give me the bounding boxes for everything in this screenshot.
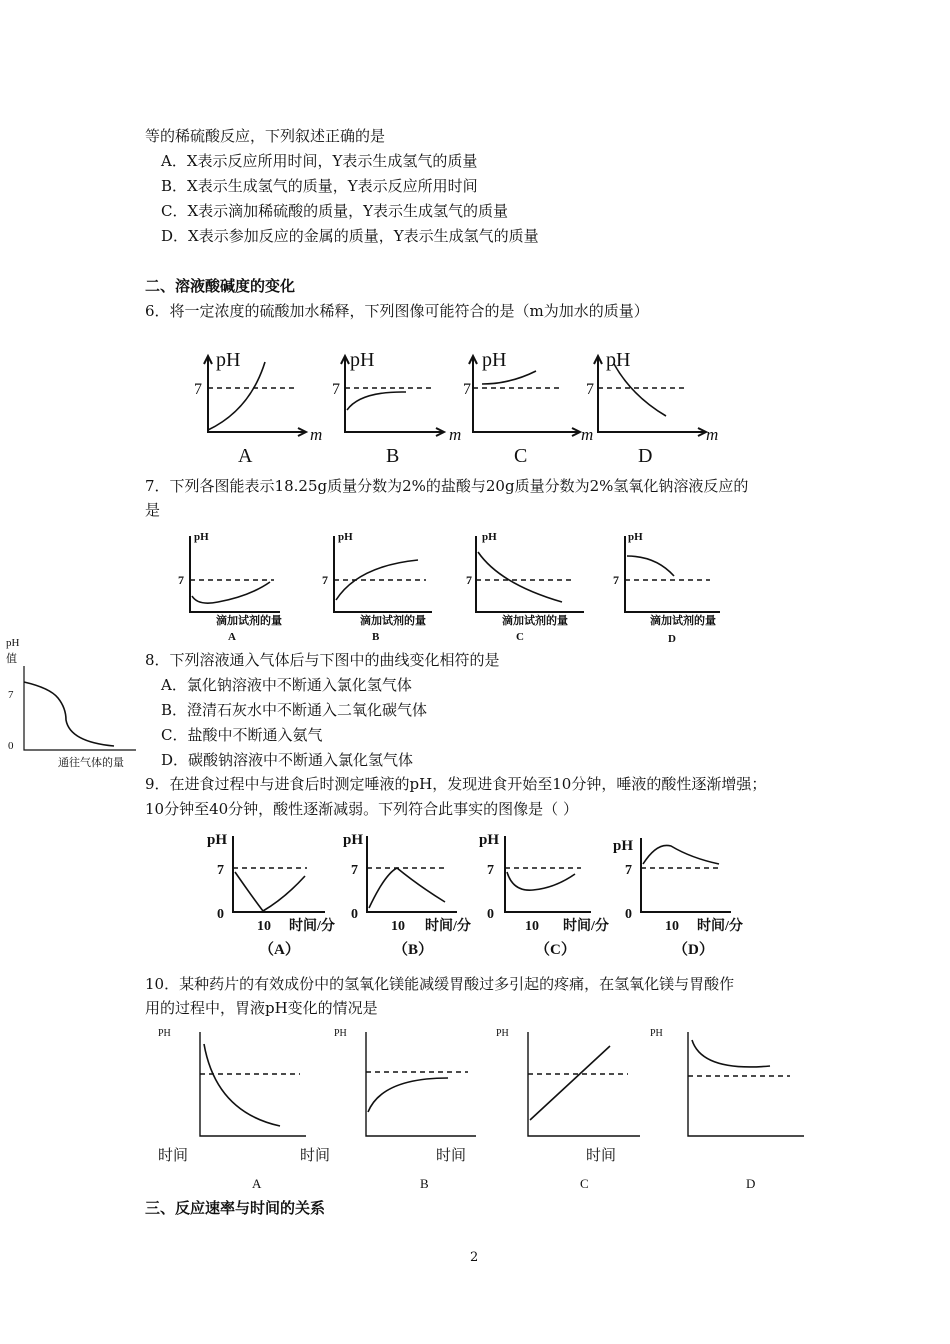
svg-text:pH: pH	[606, 349, 631, 371]
section-2-heading: 二、溶液酸碱度的变化	[145, 277, 296, 295]
svg-text:C: C	[514, 445, 528, 467]
svg-text:10: 10	[391, 919, 405, 934]
svg-text:10: 10	[665, 919, 679, 934]
svg-text:7: 7	[8, 689, 14, 701]
q6-y-label: pH	[216, 349, 241, 371]
svg-text:时间: 时间	[436, 1148, 467, 1164]
svg-text:10: 10	[525, 919, 539, 934]
q5-option-b: B．X表示生成氢气的质量，Y表示反应所用时间	[161, 177, 478, 195]
svg-text:A: A	[228, 631, 236, 643]
svg-text:值: 值	[6, 653, 17, 665]
q6-stem: 6．将一定浓度的硫酸加水稀释，下列图像可能符合的是（m为加水的质量）	[145, 302, 649, 320]
svg-text:B: B	[420, 1176, 429, 1191]
svg-text:（B）: （B）	[393, 942, 434, 958]
svg-text:pH: pH	[479, 832, 500, 848]
svg-text:0: 0	[625, 907, 632, 922]
svg-text:7: 7	[322, 573, 328, 587]
svg-text:7: 7	[466, 573, 472, 587]
svg-text:PH: PH	[496, 1028, 509, 1039]
svg-text:通往气体的量: 通往气体的量	[58, 757, 124, 769]
svg-text:7: 7	[487, 863, 494, 878]
svg-text:7: 7	[625, 863, 632, 878]
svg-text:时间/分: 时间/分	[697, 919, 743, 934]
page-number: 2	[470, 1250, 479, 1265]
q8-option-d: D．碳酸钠溶液中不断通入氯化氢气体	[161, 751, 414, 769]
svg-text:pH: pH	[613, 838, 634, 854]
svg-text:7: 7	[178, 573, 184, 587]
q5-option-a: A．X表示反应所用时间，Y表示生成氢气的质量	[161, 152, 478, 170]
svg-text:（D）: （D）	[673, 942, 714, 958]
q5-option-c: C．X表示滴加稀硫酸的质量，Y表示生成氢气的质量	[161, 202, 509, 220]
svg-text:pH: pH	[628, 531, 643, 543]
svg-text:pH: pH	[338, 531, 353, 543]
svg-text:PH: PH	[158, 1028, 171, 1039]
svg-text:0: 0	[351, 907, 358, 922]
svg-text:滴加试剂的量: 滴加试剂的量	[216, 615, 282, 627]
svg-text:pH: pH	[194, 531, 209, 543]
svg-text:m: m	[581, 425, 594, 444]
svg-text:pH: pH	[482, 531, 497, 543]
svg-text:B: B	[386, 445, 400, 467]
svg-text:B: B	[372, 631, 380, 643]
svg-text:D: D	[638, 445, 653, 467]
svg-text:0: 0	[487, 907, 494, 922]
svg-text:PH: PH	[650, 1028, 663, 1039]
q6-graph-b	[332, 349, 461, 467]
svg-text:时间/分: 时间/分	[563, 919, 609, 934]
svg-text:0: 0	[8, 740, 14, 752]
svg-text:7: 7	[613, 573, 619, 587]
q8-option-c: C．盐酸中不断通入氨气	[161, 726, 323, 744]
svg-text:时间: 时间	[300, 1148, 331, 1164]
q6-graphs	[170, 340, 730, 470]
q5-stem-tail: 等的稀硫酸反应，下列叙述正确的是	[145, 127, 386, 145]
svg-text:时间: 时间	[158, 1148, 189, 1164]
svg-text:7: 7	[586, 381, 594, 398]
svg-text:（A）: （A）	[259, 942, 300, 958]
svg-text:7: 7	[194, 381, 202, 398]
svg-text:D: D	[746, 1176, 756, 1191]
svg-text:10: 10	[257, 919, 271, 934]
q8-stem: 8．下列溶液通入气体后与下图中的曲线变化相符的是	[145, 651, 500, 669]
svg-text:D: D	[668, 633, 676, 645]
q8-option-b: B．澄清石灰水中不断通入二氧化碳气体	[161, 701, 428, 719]
svg-text:C: C	[516, 631, 524, 643]
q10-graphs	[150, 1022, 820, 1194]
q9-stem-line2: 10分钟至40分钟，酸性逐渐减弱。下列符合此事实的图像是（ ）	[145, 800, 578, 818]
svg-text:时间: 时间	[586, 1148, 617, 1164]
svg-text:滴加试剂的量: 滴加试剂的量	[650, 615, 716, 627]
svg-text:m: m	[449, 425, 462, 444]
q6-graph-d	[586, 349, 718, 467]
svg-text:（C）: （C）	[535, 942, 576, 958]
svg-text:pH: pH	[482, 349, 507, 371]
q8-graph	[0, 632, 140, 772]
q5-option-d: D．X表示参加反应的金属的质量，Y表示生成氢气的质量	[161, 227, 539, 245]
q6-graph-a	[194, 349, 322, 467]
svg-text:7: 7	[332, 381, 340, 398]
q7-stem-line1: 7．下列各图能表示18.25g质量分数为2%的盐酸与20g质量分数为2%氢氧化钠溶液反应的	[145, 477, 749, 495]
svg-text:滴加试剂的量: 滴加试剂的量	[360, 615, 426, 627]
q7-graphs	[170, 528, 750, 648]
q10-stem-line2: 用的过程中，胃液pH变化的情况是	[145, 999, 378, 1017]
svg-text:C: C	[580, 1176, 589, 1191]
q6-graph-c	[463, 349, 593, 467]
q9-stem-line1: 9．在进食过程中与进食后时测定唾液的pH，发现进食开始至10分钟，唾液的酸性逐渐增强；	[145, 775, 767, 793]
svg-text:m: m	[706, 425, 719, 444]
q7-stem-line2: 是	[145, 501, 161, 519]
svg-text:A: A	[252, 1176, 262, 1191]
svg-text:时间/分: 时间/分	[289, 919, 335, 934]
svg-text:pH: pH	[343, 832, 364, 848]
svg-text:pH: pH	[6, 637, 20, 649]
svg-text:m: m	[310, 425, 323, 444]
svg-text:时间/分: 时间/分	[425, 919, 471, 934]
q8-option-a: A．氯化钠溶液中不断通入氯化氢气体	[161, 676, 412, 694]
svg-text:A: A	[238, 445, 253, 467]
q10-stem-line1: 10．某种药片的有效成份中的氢氧化镁能减缓胃酸过多引起的疼痛，在氢氧化镁与胃酸作	[145, 975, 735, 993]
svg-text:pH: pH	[207, 832, 228, 848]
svg-text:滴加试剂的量: 滴加试剂的量	[502, 615, 568, 627]
svg-text:7: 7	[351, 863, 358, 878]
svg-text:pH: pH	[350, 349, 375, 371]
svg-text:7: 7	[463, 381, 471, 398]
svg-text:PH: PH	[334, 1028, 347, 1039]
section-3-heading: 三、反应速率与时间的关系	[145, 1199, 326, 1217]
svg-text:7: 7	[217, 863, 224, 878]
svg-text:0: 0	[217, 907, 224, 922]
q9-graphs	[195, 826, 775, 966]
